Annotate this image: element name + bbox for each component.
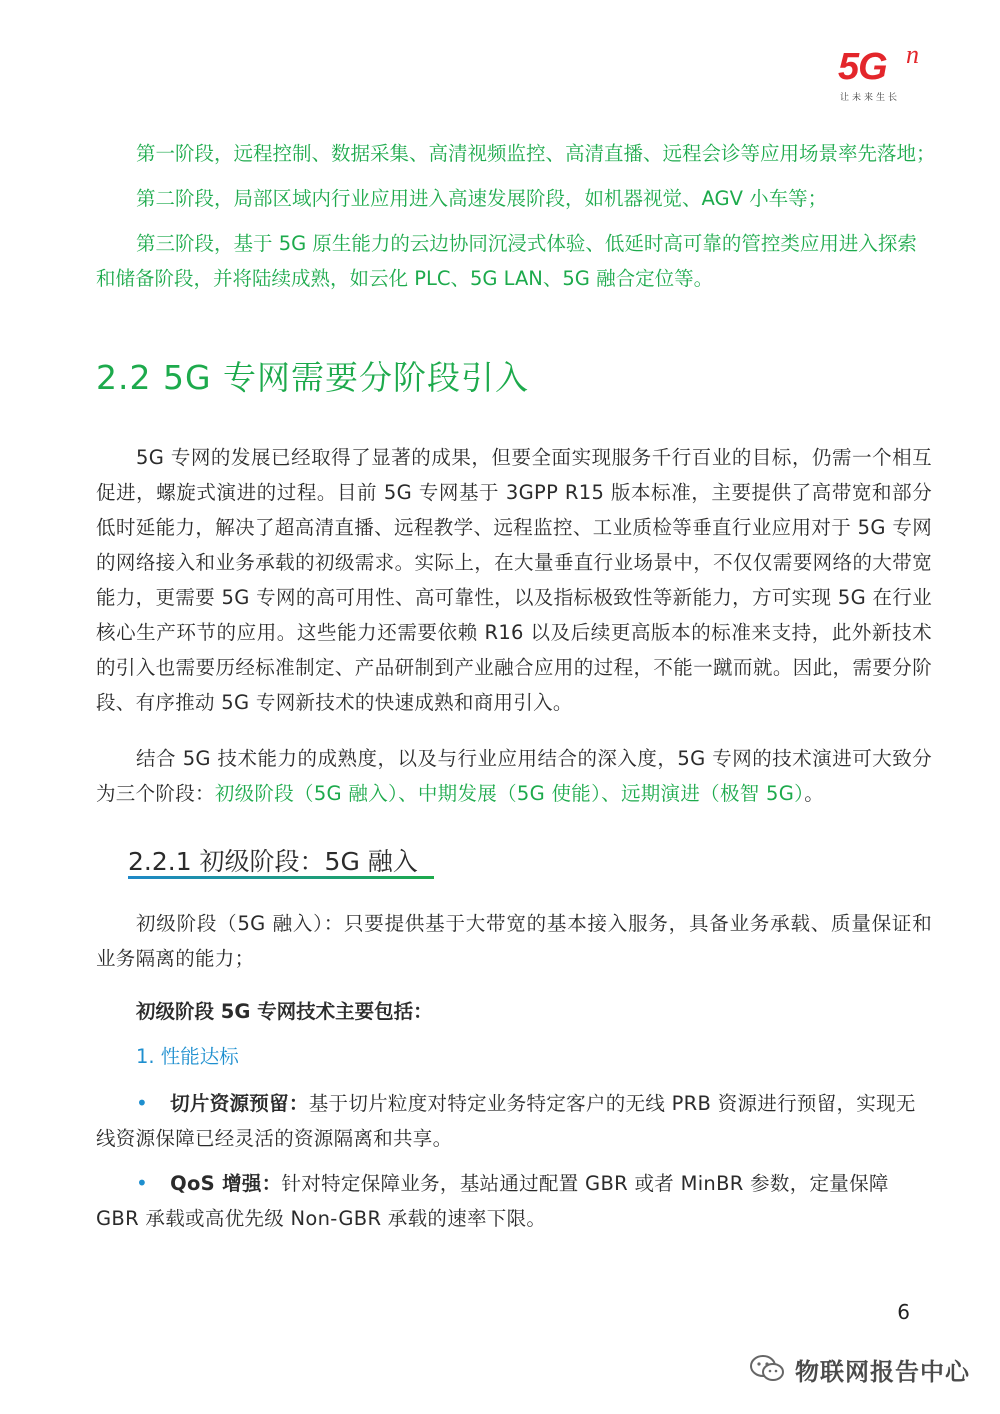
- body-paragraph: 5G 专网的发展已经取得了显著的成果，但要全面实现服务千行百业的目标，仍需一个相互促进，螺旋式演进的过程。目前 5G 专网基于 3GPP R15 版本标准，主要提供了高带宽和部分低时延能力，解决了超高清直播、远程教学、远程监控、工业质检等垂直行业应用对于 5G 专网的网络接入和业务承载的初级需求。实际上，在大量垂直行业场景中，不仅仅需要网络的大带宽能力，更需要 5G 专网的高可用性、高可靠性，以及指标极致性等新能力，方可实现 5G 在行业核心生产环节的应用。这些能力还需要依赖 R16 以及后续更高版本的标准来支持，此外新技术的引入也需要历经标准制定、产品研制到产业融合应用的过程，不能一蹴而就。因此，需要分阶段、有序推动 5G 专网新技术的快速成熟和商用引入。: [96, 446, 932, 714]
- bullet-item: [96, 1166, 932, 1236]
- stage-line: 第二阶段，局部区域内行业应用进入高速发展阶段，如机器视觉、AGV 小车等；: [136, 187, 828, 210]
- stage-list: [96, 136, 936, 306]
- bullet-dot-icon: •: [136, 1171, 149, 1195]
- page-number: 6: [897, 1300, 910, 1324]
- wechat-icon: [749, 1354, 785, 1384]
- stage-line: 第一阶段，远程控制、数据采集、高清视频监控、高清直播、远程会诊等应用场景率先落地；: [136, 142, 936, 165]
- logo-mark: 5G: [838, 46, 887, 88]
- brand-logo: [838, 40, 928, 106]
- bullet-label: 切片资源预留：: [170, 1092, 309, 1115]
- paragraph-tail: 。: [804, 782, 825, 805]
- bullet-item: [96, 1086, 932, 1156]
- bullet-label: QoS 增强：: [170, 1172, 282, 1195]
- watermark: [795, 1352, 970, 1387]
- perf-heading: 1. 性能达标: [136, 1045, 239, 1068]
- subsection-title: 2.2.1 初级阶段：5G 融入: [128, 847, 418, 876]
- tech-heading: 初级阶段 5G 专网技术主要包括：: [136, 1000, 433, 1023]
- logo-superscript: n: [906, 40, 919, 69]
- bullet-dot-icon: •: [136, 1091, 149, 1115]
- body-paragraph: 初级阶段（5G 融入）：只要提供基于大带宽的基本接入服务，具备业务承载、质量保证和业务隔离的能力；: [96, 912, 933, 970]
- watermark-text: 物联网报告中心: [795, 1358, 970, 1386]
- bullet-text: 针对特定保障业务，基站通过配置 GBR 或者 MinBR 参数，定量保障 GBR 承载或高优先级 Non-GBR 承载的速率下限。: [96, 1172, 889, 1230]
- subsection-underline: [128, 876, 434, 879]
- bullet-text: 基于切片粒度对特定业务特定客户的无线 PRB 资源进行预留，实现无线资源保障已经灵活的资源隔离和共享。: [96, 1092, 916, 1150]
- stage-line: 第三阶段，基于 5G 原生能力的云边协同沉浸式体验、低延时高可靠的管控类应用进入探索和储备阶段，并将陆续成熟，如云化 PLC、5G LAN、5G 融合定位等。: [96, 232, 917, 290]
- body-paragraph: [96, 741, 932, 811]
- paragraph-lead: 结合 5G 技术能力的成熟度，以及与行业应用结合的深入度，5G 专网的技术演进可大致分为三个阶段：: [96, 747, 932, 805]
- section-title: 2.2 5G 专网需要分阶段引入: [96, 358, 530, 397]
- logo-tagline: 让未来生长: [840, 93, 901, 103]
- stage-names-highlight: 初级阶段（5G 融入）、中期发展（5G 使能）、远期演进（极智 5G）: [214, 782, 805, 805]
